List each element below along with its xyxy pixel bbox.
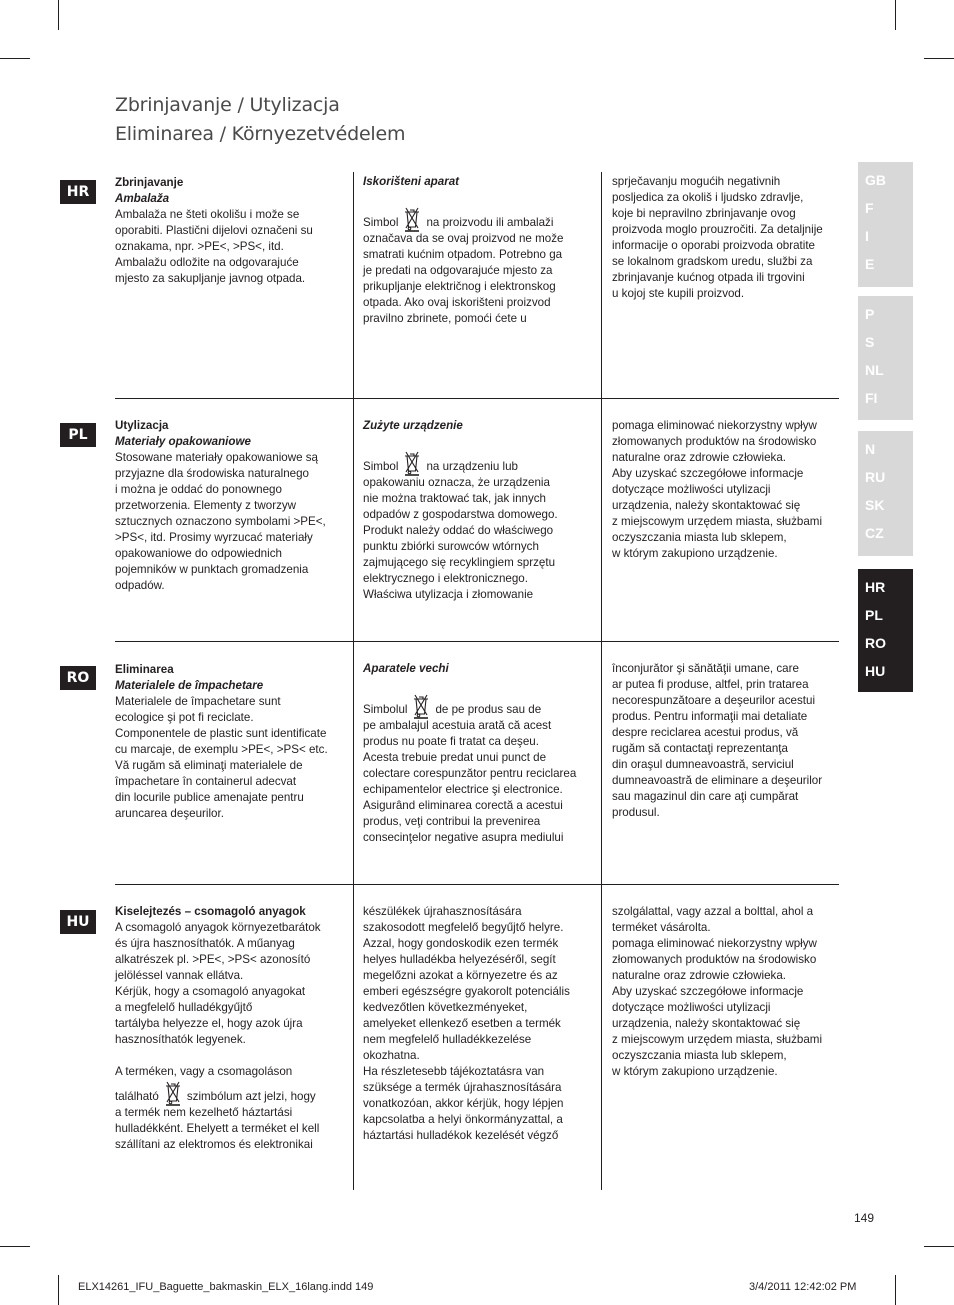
crop-mark <box>0 1246 30 1247</box>
subheading: Zużyte urządzenie <box>363 419 463 432</box>
paragraph: pomaga eliminować niekorzystny wpływ złomowanych produktów na środowisko naturalne oraz zdrowie człowieka. Aby uzyskać szczegółowe informacje dotyczące możliwości utylizacji urządzenia, należy skontaktować się z miejscowym urzędem miasta, służbami oczyszczania miasta lub sklepem, w którym zakupiono urządzenie. <box>612 419 823 560</box>
paragraph: készülékek újrahasznosítására szakosodott megfelelő begyűjtő helyre. Azzal, hogy gondoskodik ezen termék helyes hulladékba helyezéséről, segít megelőzni azokat a környezetre és az emberi egészségre gyakorolt potenciális kedvezőtlen következményeket, amelyeket ellenkező esetben a termék nem megfelelő hulladékkezelése okozhatna. Ha részletesebb tájékoztatásra van szüksége a termék újrahasznosítására vonatkozóan, akkor kérjük, hogy lépjen kapcsolatba a helyi önkormányzattal, a háztartási hulladékok kezelését végző <box>363 905 570 1142</box>
section-divider <box>115 398 839 399</box>
symbol-line <box>363 693 591 718</box>
section-divider <box>115 641 839 642</box>
side-tab-s[interactable]: S <box>865 334 875 350</box>
subheading: Materiały opakowaniowe <box>115 435 251 448</box>
hu-col-3 <box>612 904 840 1080</box>
crossed-out-wheelie-bin-icon <box>162 1080 184 1106</box>
hu-col-1 <box>115 904 343 1153</box>
text-span: na urządzeniu lub <box>426 460 518 473</box>
section-heading: Eliminarea <box>115 663 174 676</box>
side-tab-e[interactable]: E <box>865 256 875 272</box>
subheading: Aparatele vechi <box>363 662 449 675</box>
page-title-line-2: Eliminarea / Környezetvédelem <box>115 123 406 145</box>
side-tab-nl[interactable]: NL <box>865 362 884 378</box>
crop-mark <box>58 0 59 30</box>
paragraph: Materialele de împachetare sunt ecologice şi pot fi reciclate. Componentele de plastic sunt identificate cu marcaje, de exemplu >PE<, >PS< etc. Vă rugăm să eliminaţi materialele de împachetare în containerul adecvat din locurile publice amenajate pentru aruncarea deşeurilor. <box>115 695 328 820</box>
side-tab-p[interactable]: P <box>865 306 875 322</box>
side-tab-i[interactable]: I <box>865 228 869 244</box>
text-span: szimbólum azt jelzi, hogy <box>186 1090 316 1103</box>
ro-col-3 <box>612 661 840 821</box>
paragraph: înconjurător şi sănătăţii umane, care ar putea fi produse, altfel, prin tratarea necorespunzătoare a deşeurilor acestui produs. Pentru informaţii mai detaliate despre reciclarea acestui produs, vă rugăm să contactaţi reprezentanţa din oraşul dumneavoastră, serviciul dumneavoastră de eliminare a deşeurilor sau magazinul din care aţi cumpărat produsul. <box>612 662 823 819</box>
side-tab-group-4-active <box>858 569 913 692</box>
paragraph: Stosowane materiały opakowaniowe są przyjazne dla środowiska naturalnego i można je oddać do ponownego przetworzenia. Elementy z tworzyw sztucznych oznaczono symbolami >PE<, >PS<, itd. Prosimy wyrzucać materiały opakowaniowe do odpowiednich pojemników w punktach gromadzenia odpadów. <box>115 451 326 592</box>
language-badge-hr: HR <box>60 180 96 204</box>
language-badge-pl: PL <box>60 423 96 447</box>
side-tab-pl[interactable]: PL <box>865 607 883 623</box>
subheading: Ambalaža <box>115 192 170 205</box>
ro-col-2 <box>363 661 591 846</box>
crop-mark <box>895 1275 896 1305</box>
text-span: Simbolul <box>363 703 408 716</box>
crop-mark <box>924 58 954 59</box>
column-divider <box>601 172 602 1190</box>
pl-col-2 <box>363 418 591 603</box>
language-badge-hu: HU <box>60 910 96 934</box>
text-span: de pe produs sau de <box>435 703 542 716</box>
text-span: Simbol <box>363 216 399 229</box>
pl-col-1 <box>115 418 343 594</box>
hr-col-1 <box>115 175 343 287</box>
paragraph: opakowaniu oznacza, że urządzenia nie można traktować tak, jak innych odpadów z gospodarstwa domowego. Produkt należy oddać do właściwego punktu zbiórki surowców wtórnych zajmującego się recyklingiem sprzętu elektrycznego i elektronicznego. Właściwa utylizacja i złomowanie <box>363 476 558 601</box>
section-heading: Utylizacja <box>115 419 169 432</box>
side-tab-group-1 <box>858 162 913 287</box>
side-tab-n[interactable]: N <box>865 441 876 457</box>
crossed-out-wheelie-bin-icon <box>410 693 432 719</box>
crop-mark <box>924 1246 954 1247</box>
pl-col-3 <box>612 418 840 562</box>
crop-mark <box>0 58 30 59</box>
symbol-line <box>363 206 591 231</box>
paragraph: a termék nem kezelhető háztartási hulladékként. Ehelyett a terméket el kell szállítani az elektromos és elektronikai <box>115 1106 320 1151</box>
text-span: A terméken, vagy a csomagoláson található <box>115 1065 293 1103</box>
paragraph: A csomagoló anyagok környezetbarátok és újra hasznosíthatók. A műanyag alkatrészek pl. >PE<, >PS< azonosító jelöléssel vannak ellátva. Kérjük, hogy a csomagoló anyagokat a megfelelő hulladékgyűjtő tartályba helyezze el, hogy azok újra hasznosíthatók legyenek. <box>115 921 321 1046</box>
crossed-out-wheelie-bin-icon <box>401 450 423 476</box>
ro-col-1 <box>115 662 343 822</box>
side-tab-f[interactable]: F <box>865 200 874 216</box>
side-tab-ro[interactable]: RO <box>865 635 886 651</box>
side-tab-sk[interactable]: SK <box>865 497 885 513</box>
footer-timestamp: 3/4/2011 12:42:02 PM <box>749 1281 857 1293</box>
hr-col-3 <box>612 174 840 302</box>
footer-filename: ELX14261_IFU_Baguette_bakmaskin_ELX_16lang.indd 149 <box>78 1281 374 1293</box>
crop-mark <box>895 0 896 30</box>
column-divider <box>353 172 354 1190</box>
side-tab-gb[interactable]: GB <box>865 172 886 188</box>
subheading: Materialele de împachetare <box>115 679 264 692</box>
language-badge-ro: RO <box>60 666 96 690</box>
side-tab-ru[interactable]: RU <box>865 469 886 485</box>
text-span: Simbol <box>363 460 399 473</box>
hr-col-2 <box>363 174 591 327</box>
paragraph: Ambalaža ne šteti okolišu i može se oporabiti. Plastični dijelovi označeni su oznakama, npr. >PE<, >PS<, itd. Ambalažu odložite na odgovarajuće mjesto za sakupljanje javnog otpada. <box>115 208 313 285</box>
subheading: Iskorišteni aparat <box>363 175 460 188</box>
side-tab-cz[interactable]: CZ <box>865 525 884 541</box>
section-heading: Zbrinjavanje <box>115 176 184 189</box>
symbol-line <box>115 1064 343 1105</box>
side-tab-group-2 <box>858 296 913 420</box>
side-tab-hu[interactable]: HU <box>865 663 886 679</box>
hu-col-2 <box>363 904 591 1144</box>
section-divider <box>115 884 839 885</box>
paragraph: sprječavanju mogućih negativnih posljedica za okoliš i ljudsko zdravlje, koje bi nepravilno zbrinjavanje ovog proizvoda moglo prouzročiti. Za detaljnije informacije o oporabi proizvoda obratite se lokalnom gradskom uredu, službi za zbrinjavanje kućnog otpada ili trgovini u kojoj ste kupili proizvod. <box>612 175 823 300</box>
section-heading: Kiselejtezés – csomagoló anyagok <box>115 905 306 918</box>
side-tab-fi[interactable]: FI <box>865 390 878 406</box>
paragraph: pe ambalajul acestuia arată că acest produs nu poate fi tratat ca deşeu. Acesta trebuie predat unui punct de colectare corespunzător pentru reciclarea echipamentelor electrice şi electronice. Asigurând eliminarea corectă a acestui produs, veţi contribui la prevenirea consecinţelor negative asupra mediului <box>363 719 577 844</box>
crop-mark <box>58 1275 59 1305</box>
side-tab-hr[interactable]: HR <box>865 579 886 595</box>
crossed-out-wheelie-bin-icon <box>401 206 423 232</box>
text-span: na proizvodu ili ambalaži <box>426 216 554 229</box>
page-title-line-1: Zbrinjavanje / Utylizacja <box>115 94 340 116</box>
symbol-line <box>363 450 591 475</box>
side-tab-group-3 <box>858 431 913 556</box>
page-number: 149 <box>854 1211 875 1225</box>
paragraph: označava da se ovaj proizvod ne može smatrati kućnim otpadom. Potrebno ga je predati na odgovarajuće mjesto za prikupljanje električnog i elektronskog otpada. Ako ovaj iskorišteni proizvod pravilno zbrinete, pomoći ćete u <box>363 232 564 325</box>
paragraph: szolgálattal, vagy azzal a bolttal, ahol a terméket vásárolta. pomaga eliminować niekorzystny wpływ złomowanych produktów na środowisko naturalne oraz zdrowie człowieka. Aby uzyskać szczegółowe informacje dotyczące możliwości utylizacji urządzenia, należy skontaktować się z miejscowym urzędem miasta, służbami oczyszczania miasta lub sklepem, w którym zakupiono urządzenie. <box>612 905 823 1078</box>
